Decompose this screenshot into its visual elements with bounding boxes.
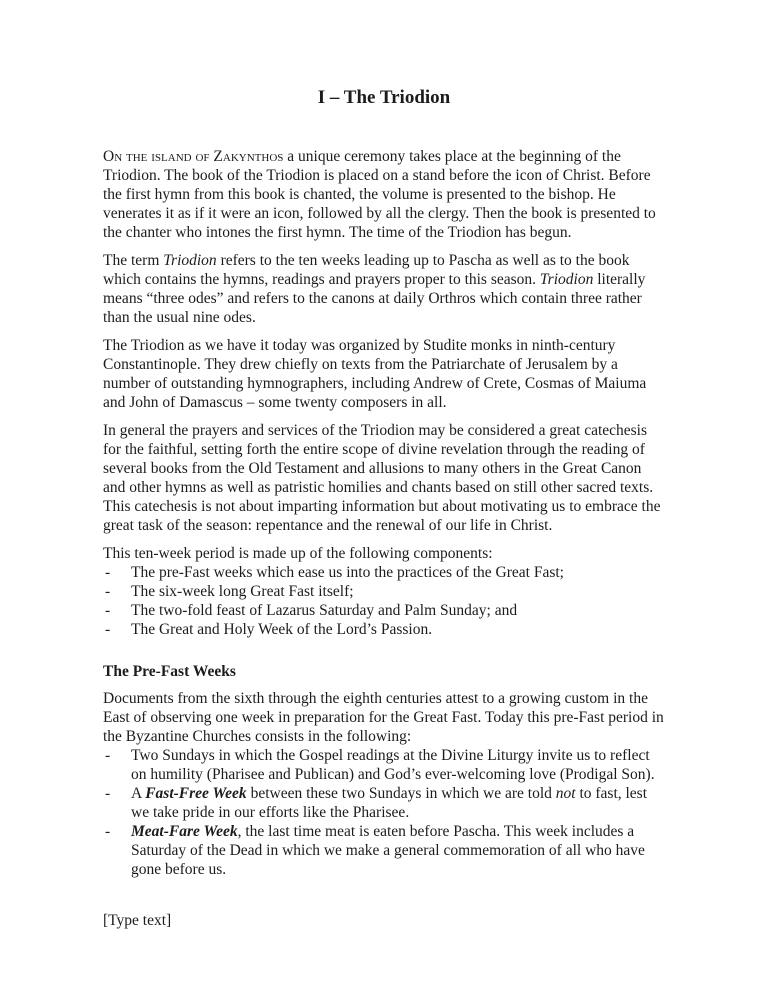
bold-italic-run: Fast-Free Week xyxy=(145,785,247,802)
text-run: literally means “three odes” and refers to the canons at daily Orthros which contain three rather than the usual nine odes. xyxy=(103,271,646,326)
list-item xyxy=(103,563,665,582)
list-item xyxy=(103,822,665,879)
paragraph-term-triodion xyxy=(103,251,665,327)
paragraph-catechesis: In general the prayers and services of the Triodion may be considered a great catechesis for the faithful, setting forth the entire scope of divine revelation through the reading of several books from the Old Testament and allusions to many others in the Great Canon and other hymns as well as patristic homilies and chants based on still other sacred texts. This catechesis is not about imparting information but about motivating us to embrace the great task of the season: repentance and the renewal of our life in Christ. xyxy=(103,422,661,534)
list-item xyxy=(103,784,665,822)
text-run: between these two Sundays in which we are told xyxy=(246,785,556,802)
text-run: , the last time meat is eaten before Pascha. This week includes a Saturday of the Dead in which we make a general commemoration of all who have gone before us. xyxy=(131,823,645,878)
list-item-text: The six-week long Great Fast itself; xyxy=(131,583,354,600)
dash-marker: - xyxy=(105,583,111,600)
text-run: refers to the ten weeks leading up to Pascha as well as to the book which contains the hymns, readings and prayers proper to this season. xyxy=(103,252,630,288)
bold-italic-run: Meat-Fare Week xyxy=(131,823,238,840)
list-item-text xyxy=(131,784,665,822)
dash-marker: - xyxy=(105,785,111,802)
text-run: a unique ceremony takes place at the beginning of the Triodion. The book of the Triodion is placed on a stand before the icon of Christ. Before the first hymn from this book is chanted, the volume is presented to the bishop. He venerates it as if it were an icon, followed by all the clergy. Then the book is presented to the chanter who intones the first hymn. The time of the Triodion has begun. xyxy=(103,148,656,241)
text-run: The term xyxy=(103,252,164,269)
dash-marker: - xyxy=(105,602,111,619)
text-run: to fast, lest we take pride in our efforts like the Pharisee. xyxy=(131,785,648,821)
paragraph-components-intro: This ten-week period is made up of the following components: xyxy=(103,545,493,562)
italic-run: Triodion xyxy=(163,252,217,269)
italic-run: not xyxy=(555,785,576,802)
list-item-text: The pre-Fast weeks which ease us into the practices of the Great Fast; xyxy=(131,564,564,581)
paragraph-zakynthos xyxy=(103,147,665,242)
section-heading-prefast-weeks: The Pre-Fast Weeks xyxy=(103,663,236,680)
list-item-text: The Great and Holy Week of the Lord’s Passion. xyxy=(131,621,433,638)
list-item xyxy=(103,746,665,784)
components-list xyxy=(103,563,665,639)
list-item-text xyxy=(131,822,665,879)
smallcaps-lead-run: On the island of Zakynthos xyxy=(103,148,284,165)
document-title: I – The Triodion xyxy=(317,87,451,108)
paragraph-documents: Documents from the sixth through the eighth centuries attest to a growing custom in the East of observing one week in preparation for the Great Fast. Today this pre-Fast period in the Byzantine Churches consists in the following: xyxy=(103,690,664,745)
list-item-text: The two-fold feast of Lazarus Saturday and Palm Sunday; and xyxy=(131,602,518,619)
list-item xyxy=(103,582,665,601)
text-column xyxy=(103,0,665,888)
paragraph-studite-monks: The Triodion as we have it today was organized by Studite monks in ninth-century Constantinople. They drew chiefly on texts from the Patriarchate of Jerusalem by a number of outstanding hymnographers, including Andrew of Crete, Cosmas of Maiuma and John of Damascus – some twenty composers in all. xyxy=(103,337,647,411)
dash-marker: - xyxy=(105,621,111,638)
list-item-text: Two Sundays in which the Gospel readings at the Divine Liturgy invite us to reflect on humility (Pharisee and Publican) and God’s ever-welcoming love (Prodigal Son). xyxy=(131,747,655,783)
prefast-list xyxy=(103,746,665,879)
dash-marker: - xyxy=(105,747,111,764)
footer-placeholder: [Type text] xyxy=(103,912,172,929)
list-item xyxy=(103,620,665,639)
dash-marker: - xyxy=(105,564,111,581)
list-item xyxy=(103,601,665,620)
italic-run: Triodion xyxy=(539,271,594,288)
dash-marker: - xyxy=(105,823,111,840)
text-run: A xyxy=(131,785,146,802)
